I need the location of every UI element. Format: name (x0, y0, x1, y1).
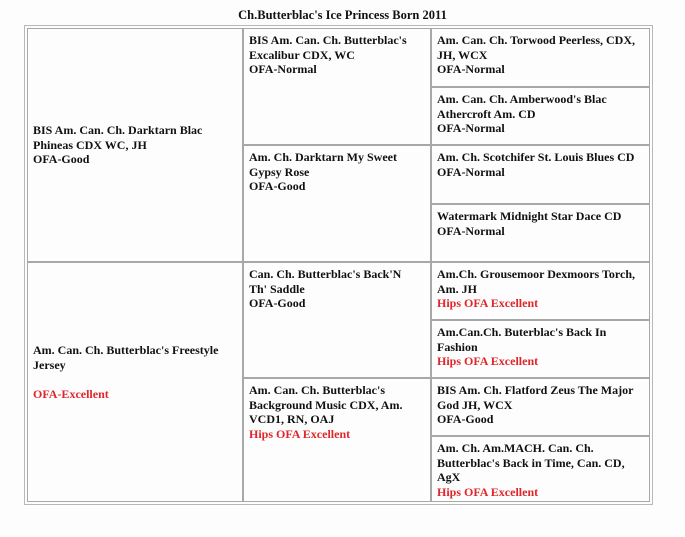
ggp-name-line1: Am.Can.Ch. Buterblac's Back In (437, 325, 607, 339)
great-grandparent-cell (431, 204, 650, 262)
sire-dam-health: OFA-Good (249, 179, 306, 193)
ggp-name-line2: Butterblac's Back in Time, Can. CD, (437, 455, 625, 470)
ggp-name-line2: Fashion (437, 339, 478, 354)
great-grandparent-cell (431, 320, 650, 378)
ggp-health: OFA-Normal (437, 223, 505, 238)
dam-health: OFA-Excellent (33, 387, 109, 401)
sire-sire-name-line1: BIS Am. Can. Ch. Butterblac's (249, 33, 407, 47)
great-grandparent-cell (431, 378, 650, 436)
ggp-name-line3: AgX (437, 470, 461, 484)
dam-name-line1: Am. Can. Ch. Butterblac's Freestyle (33, 343, 219, 357)
great-grandparent-cell (431, 262, 650, 320)
dam-dam-name-line2: Background Music CDX, Am. (249, 397, 403, 412)
ggp-health: Hips OFA Excellent (437, 354, 539, 368)
ggp-name-line2: Am. JH (437, 281, 477, 296)
ggp-name-line1: Am. Ch. Scotchifer St. Louis Blues CD (437, 150, 635, 164)
pedigree-title: Ch.Butterblac's Ice Princess Born 2011 (238, 8, 447, 22)
dam-dam-health: Hips OFA Excellent (249, 426, 351, 441)
dam-dam-name-line1: Am. Can. Ch. Butterblac's (249, 383, 386, 397)
dam-sire-name-line1: Can. Ch. Butterblac's Back'N (249, 267, 402, 281)
ggp-health: Hips OFA Excellent (437, 484, 539, 499)
sire-sire-name-line2: Excalibur CDX, WC (249, 47, 355, 62)
great-grandparent-cell (431, 28, 650, 87)
great-grandparent-cell (431, 87, 650, 145)
pedigree-table (24, 25, 653, 505)
sire-health: OFA-Good (33, 152, 90, 166)
sire-sire-cell (243, 28, 431, 145)
sire-name-line1: BIS Am. Can. Ch. Darktarn Blac (33, 123, 203, 137)
ggp-name-line1: BIS Am. Ch. Flatford Zeus The Major (437, 383, 634, 397)
ggp-name-line1: Am.Ch. Grousemoor Dexmoors Torch, (437, 267, 635, 281)
ggp-name-line2: JH, WCX (437, 47, 488, 62)
sire-cell (27, 28, 243, 262)
dam-sire-name-line2: Th' Saddle (249, 281, 305, 296)
sire-dam-name-line1: Am. Ch. Darktarn My Sweet (249, 150, 397, 164)
great-grandparent-cell (431, 145, 650, 204)
dam-cell (27, 262, 243, 502)
ggp-health: OFA-Normal (437, 62, 505, 76)
ggp-name-line1: Am. Can. Ch. Amberwood's Blac (437, 92, 607, 106)
dam-dam-name-line3: VCD1, RN, OAJ (249, 412, 335, 426)
dam-dam-cell (243, 378, 431, 502)
great-grandparent-cell (431, 436, 650, 502)
sire-dam-name-line2: Gypsy Rose (249, 164, 310, 179)
dam-sire-cell (243, 262, 431, 378)
sire-name-line2: Phineas CDX WC, JH (33, 137, 147, 152)
dam-name-line2: Jersey (33, 357, 66, 372)
ggp-name-line2: Athercroft Am. CD (437, 106, 536, 121)
dam-sire-health: OFA-Good (249, 296, 306, 310)
ggp-health: Hips OFA Excellent (437, 296, 539, 310)
ggp-health: OFA-Good (437, 412, 494, 426)
sire-sire-health: OFA-Normal (249, 62, 317, 76)
ggp-health: OFA-Normal (437, 164, 505, 179)
sire-dam-cell (243, 145, 431, 262)
ggp-name-line2: God JH, WCX (437, 397, 513, 412)
ggp-name-line1: Am. Ch. Am.MACH. Can. Ch. (437, 441, 594, 455)
ggp-name-line1: Am. Can. Ch. Torwood Peerless, CDX, (437, 33, 635, 47)
ggp-name-line1: Watermark Midnight Star Dace CD (437, 209, 622, 223)
ggp-health: OFA-Normal (437, 121, 505, 135)
